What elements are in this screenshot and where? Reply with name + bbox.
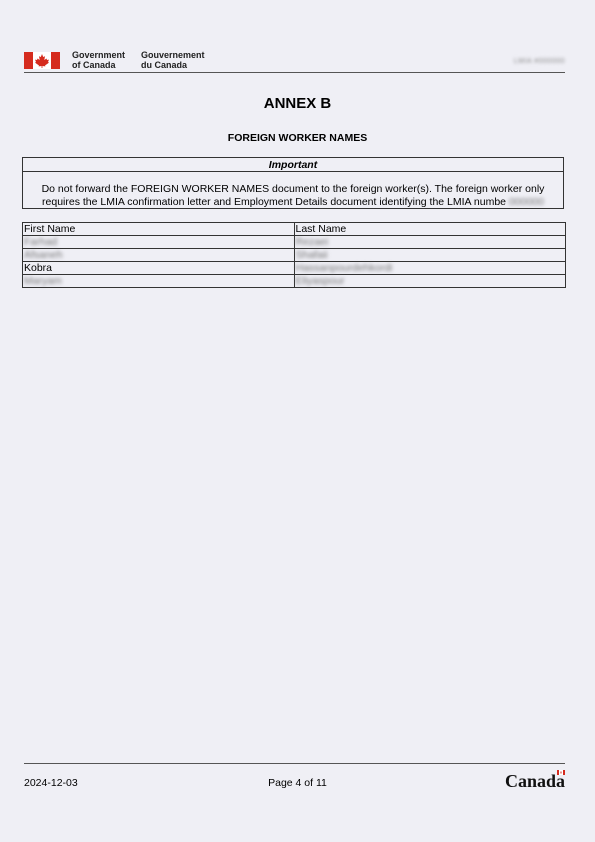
last-name-cell: Eliyaspour (294, 275, 566, 288)
header (24, 50, 565, 72)
notice-heading: Important (23, 158, 563, 172)
gouvernement-du-canada-label: Gouvernement du Canada (141, 50, 205, 70)
first-name-cell: Kobra (23, 262, 295, 275)
canada-wordmark: Canada (504, 771, 565, 791)
last-name-cell: Hassanpourdehkordi (294, 262, 566, 275)
table-row (23, 275, 566, 288)
table-row (23, 262, 566, 275)
first-name-cell: Farhad (23, 236, 295, 249)
important-notice (22, 157, 564, 209)
notice-body (23, 183, 563, 209)
header-divider (24, 72, 565, 73)
government-of-canada-label: Government of Canada (72, 50, 126, 70)
footer-divider (24, 763, 565, 764)
first-name-cell: Maryam (23, 275, 295, 288)
last-name-cell: Shafaii (294, 249, 566, 262)
foreign-worker-names-table (22, 222, 566, 288)
page-number: Page 4 of 11 (268, 777, 327, 789)
notice-line-1: Do not forward the FOREIGN WORKER NAMES document to the foreign worker(s). The foreign worker only (41, 183, 545, 195)
section-subtitle: FOREIGN WORKER NAMES (227, 132, 368, 144)
table-row (23, 236, 566, 249)
canada-flag-icon (24, 52, 60, 69)
document-date: 2024-12-03 (24, 777, 78, 789)
last-name-header: Last Name (294, 223, 566, 236)
table-header-row (23, 223, 566, 236)
page-title: ANNEX B (263, 95, 332, 112)
table-row (23, 249, 566, 262)
first-name-cell: Afsaneh (23, 249, 295, 262)
last-name-cell: Rezaei (294, 236, 566, 249)
lmia-number: 000000 (508, 196, 544, 208)
lmia-reference: LMIA #000000 (513, 58, 565, 65)
notice-line-2: requires the LMIA confirmation letter and Employment Details document identifying the LMIA numbe 000000 (42, 196, 544, 208)
first-name-header: First Name (23, 223, 295, 236)
